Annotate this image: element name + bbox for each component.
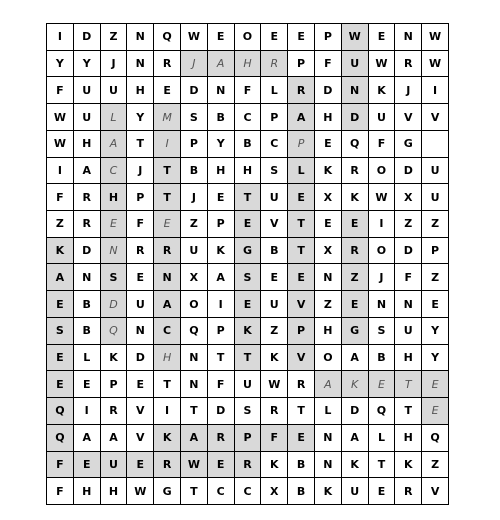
letter-cell[interactable]: I — [73, 398, 100, 425]
grid-row — [47, 424, 449, 451]
letter-cell[interactable]: E — [288, 424, 315, 451]
grid-row — [47, 50, 449, 77]
letter-cell[interactable]: P — [261, 104, 288, 131]
letter-cell[interactable]: G — [234, 237, 261, 264]
letter-cell[interactable]: Q — [422, 424, 449, 451]
letter-cell[interactable]: O — [234, 24, 261, 51]
letter-cell[interactable]: I — [207, 291, 234, 318]
letter-cell[interactable]: K — [368, 77, 395, 104]
letter-cell[interactable]: Z — [180, 211, 207, 238]
letter-cell[interactable]: D — [395, 237, 422, 264]
letter-cell[interactable]: Z — [47, 211, 74, 238]
letter-cell[interactable]: T — [395, 371, 422, 398]
letter-cell[interactable]: D — [314, 77, 341, 104]
letter-cell[interactable]: A — [100, 130, 127, 157]
letter-cell[interactable]: U — [73, 77, 100, 104]
letter-cell[interactable]: S — [234, 398, 261, 425]
letter-cell[interactable]: F — [47, 77, 74, 104]
letter-cell[interactable]: F — [47, 184, 74, 211]
letter-cell[interactable]: E — [127, 451, 154, 478]
letter-cell[interactable]: E — [288, 264, 315, 291]
letter-cell[interactable]: N — [127, 50, 154, 77]
letter-cell[interactable]: A — [73, 424, 100, 451]
letter-cell[interactable]: T — [368, 451, 395, 478]
letter-cell[interactable]: Z — [422, 264, 449, 291]
letter-cell[interactable]: G — [154, 478, 181, 505]
letter-cell[interactable]: T — [154, 371, 181, 398]
letter-cell[interactable]: Q — [341, 130, 368, 157]
letter-cell[interactable]: I — [47, 24, 74, 51]
letter-cell[interactable]: B — [180, 157, 207, 184]
letter-cell[interactable]: O — [368, 157, 395, 184]
letter-cell[interactable]: X — [395, 184, 422, 211]
letter-cell[interactable]: U — [422, 184, 449, 211]
letter-cell[interactable]: S — [100, 264, 127, 291]
letter-cell[interactable]: P — [422, 237, 449, 264]
letter-cell[interactable]: L — [368, 424, 395, 451]
letter-cell[interactable]: J — [100, 50, 127, 77]
letter-cell[interactable]: E — [341, 291, 368, 318]
letter-cell[interactable]: Z — [395, 211, 422, 238]
letter-cell[interactable]: J — [368, 264, 395, 291]
letter-cell[interactable]: A — [180, 424, 207, 451]
grid-row — [47, 157, 449, 184]
letter-cell[interactable]: N — [395, 24, 422, 51]
letter-cell[interactable]: C — [234, 104, 261, 131]
letter-cell[interactable]: F — [261, 424, 288, 451]
letter-cell[interactable]: U — [395, 317, 422, 344]
letter-cell[interactable]: Z — [341, 264, 368, 291]
letter-cell[interactable]: U — [100, 77, 127, 104]
letter-cell[interactable]: R — [73, 211, 100, 238]
letter-cell[interactable]: R — [288, 371, 315, 398]
letter-cell[interactable]: I — [47, 157, 74, 184]
letter-cell[interactable]: B — [207, 104, 234, 131]
letter-cell[interactable]: L — [261, 77, 288, 104]
letter-cell[interactable]: P — [288, 50, 315, 77]
letter-cell[interactable]: Z — [422, 211, 449, 238]
letter-cell[interactable]: U — [261, 184, 288, 211]
letter-cell[interactable]: F — [314, 50, 341, 77]
letter-cell[interactable]: R — [154, 237, 181, 264]
letter-cell[interactable]: J — [180, 184, 207, 211]
letter-cell[interactable]: D — [73, 237, 100, 264]
letter-cell[interactable]: S — [47, 317, 74, 344]
letter-cell[interactable]: G — [341, 317, 368, 344]
letter-cell[interactable]: E — [341, 211, 368, 238]
letter-cell[interactable]: N — [314, 424, 341, 451]
letter-cell[interactable]: A — [47, 264, 74, 291]
letter-cell[interactable]: R — [341, 157, 368, 184]
letter-cell[interactable]: S — [234, 264, 261, 291]
grid-row — [47, 77, 449, 104]
letter-cell[interactable]: J — [395, 77, 422, 104]
letter-cell[interactable]: Y — [73, 50, 100, 77]
letter-cell[interactable]: R — [261, 50, 288, 77]
letter-cell[interactable]: S — [368, 317, 395, 344]
letter-cell[interactable]: C — [100, 157, 127, 184]
letter-cell[interactable]: U — [73, 104, 100, 131]
letter-cell[interactable]: T — [207, 344, 234, 371]
letter-cell[interactable]: Z — [100, 24, 127, 51]
letter-cell[interactable]: W — [180, 451, 207, 478]
letter-cell[interactable] — [422, 130, 449, 157]
letter-cell[interactable]: H — [73, 478, 100, 505]
letter-cell[interactable]: E — [73, 451, 100, 478]
letter-cell[interactable]: E — [47, 371, 74, 398]
letter-cell[interactable]: P — [207, 211, 234, 238]
letter-cell[interactable]: U — [341, 478, 368, 505]
grid-row — [47, 211, 449, 238]
letter-cell[interactable]: Z — [261, 317, 288, 344]
grid-row — [47, 264, 449, 291]
letter-cell[interactable]: U — [100, 451, 127, 478]
letter-cell[interactable]: Q — [154, 24, 181, 51]
letter-cell[interactable]: W — [422, 50, 449, 77]
letter-cell[interactable]: T — [154, 157, 181, 184]
letter-cell[interactable]: T — [395, 398, 422, 425]
letter-cell[interactable]: N — [154, 264, 181, 291]
grid-row — [47, 237, 449, 264]
letter-cell[interactable]: A — [207, 264, 234, 291]
grid-row — [47, 317, 449, 344]
letter-cell[interactable]: H — [154, 344, 181, 371]
letter-cell[interactable]: Z — [314, 291, 341, 318]
letter-cell[interactable]: V — [127, 424, 154, 451]
letter-cell[interactable]: Y — [47, 50, 74, 77]
letter-cell[interactable]: J — [127, 157, 154, 184]
letter-cell[interactable]: U — [261, 291, 288, 318]
letter-cell[interactable]: C — [154, 317, 181, 344]
letter-cell[interactable]: E — [234, 211, 261, 238]
letter-cell[interactable]: D — [127, 344, 154, 371]
letter-cell[interactable]: U — [234, 371, 261, 398]
letter-cell[interactable]: F — [47, 478, 74, 505]
letter-cell[interactable]: F — [234, 77, 261, 104]
letter-cell[interactable]: W — [180, 24, 207, 51]
word-search-body — [47, 24, 449, 505]
letter-cell[interactable]: C — [234, 478, 261, 505]
letter-cell[interactable]: S — [261, 157, 288, 184]
letter-cell[interactable]: N — [395, 291, 422, 318]
letter-cell[interactable]: H — [234, 157, 261, 184]
letter-cell[interactable]: B — [261, 237, 288, 264]
letter-cell[interactable]: K — [314, 478, 341, 505]
letter-cell[interactable]: C — [207, 478, 234, 505]
letter-cell[interactable]: D — [180, 77, 207, 104]
letter-cell[interactable]: H — [314, 317, 341, 344]
letter-cell[interactable]: T — [288, 211, 315, 238]
letter-cell[interactable]: N — [314, 264, 341, 291]
letter-cell[interactable]: V — [422, 478, 449, 505]
letter-cell[interactable]: R — [207, 424, 234, 451]
letter-cell[interactable]: N — [180, 371, 207, 398]
letter-cell[interactable]: P — [100, 371, 127, 398]
letter-cell[interactable]: L — [314, 398, 341, 425]
letter-cell[interactable]: E — [288, 24, 315, 51]
letter-cell[interactable]: R — [154, 50, 181, 77]
letter-cell[interactable]: G — [395, 130, 422, 157]
letter-cell[interactable]: I — [154, 130, 181, 157]
letter-cell[interactable]: A — [288, 104, 315, 131]
letter-cell[interactable]: R — [73, 184, 100, 211]
letter-cell[interactable]: H — [207, 157, 234, 184]
letter-cell[interactable]: D — [341, 104, 368, 131]
grid-row — [47, 291, 449, 318]
letter-cell[interactable]: W — [422, 24, 449, 51]
letter-cell[interactable]: T — [288, 398, 315, 425]
letter-cell[interactable]: V — [288, 344, 315, 371]
letter-cell[interactable]: R — [395, 478, 422, 505]
letter-cell[interactable]: A — [314, 371, 341, 398]
letter-cell[interactable]: U — [422, 157, 449, 184]
letter-cell[interactable]: K — [341, 371, 368, 398]
letter-cell[interactable]: Q — [368, 398, 395, 425]
grid-row — [47, 344, 449, 371]
grid-row — [47, 371, 449, 398]
letter-cell[interactable]: Q — [47, 398, 74, 425]
grid-row — [47, 478, 449, 505]
grid-row — [47, 451, 449, 478]
letter-cell[interactable]: D — [395, 157, 422, 184]
letter-cell[interactable]: F — [127, 211, 154, 238]
letter-cell[interactable]: E — [261, 24, 288, 51]
letter-cell[interactable]: T — [288, 237, 315, 264]
letter-cell[interactable]: E — [47, 291, 74, 318]
letter-cell[interactable]: P — [288, 317, 315, 344]
letter-cell[interactable]: O — [180, 291, 207, 318]
letter-cell[interactable]: B — [73, 291, 100, 318]
letter-cell[interactable]: C — [261, 130, 288, 157]
letter-cell[interactable]: I — [422, 77, 449, 104]
letter-cell[interactable]: H — [395, 424, 422, 451]
letter-cell[interactable]: O — [368, 237, 395, 264]
letter-cell[interactable]: K — [261, 451, 288, 478]
letter-cell[interactable]: V — [395, 104, 422, 131]
letter-cell[interactable]: E — [288, 184, 315, 211]
letter-cell[interactable]: F — [395, 264, 422, 291]
letter-cell[interactable]: L — [288, 157, 315, 184]
letter-cell[interactable]: H — [314, 104, 341, 131]
letter-cell[interactable]: A — [341, 344, 368, 371]
letter-cell[interactable]: E — [207, 24, 234, 51]
letter-cell[interactable]: B — [288, 478, 315, 505]
letter-cell[interactable]: W — [47, 104, 74, 131]
letter-cell[interactable]: D — [100, 291, 127, 318]
letter-cell[interactable]: P — [180, 130, 207, 157]
letter-cell[interactable]: Q — [180, 317, 207, 344]
letter-cell[interactable]: K — [100, 344, 127, 371]
letter-cell[interactable]: A — [73, 157, 100, 184]
letter-cell[interactable]: N — [314, 451, 341, 478]
letter-cell[interactable]: F — [47, 451, 74, 478]
letter-cell[interactable]: T — [127, 130, 154, 157]
letter-cell[interactable]: X — [180, 264, 207, 291]
letter-cell[interactable]: R — [127, 237, 154, 264]
grid-row — [47, 184, 449, 211]
letter-cell[interactable]: K — [234, 317, 261, 344]
letter-cell[interactable]: P — [127, 184, 154, 211]
grid-row — [47, 398, 449, 425]
letter-cell[interactable]: N — [368, 291, 395, 318]
letter-cell[interactable]: E — [127, 371, 154, 398]
letter-cell[interactable]: X — [261, 478, 288, 505]
letter-cell[interactable]: T — [180, 478, 207, 505]
letter-cell[interactable]: K — [395, 451, 422, 478]
letter-cell[interactable]: U — [368, 104, 395, 131]
letter-cell[interactable]: K — [47, 237, 74, 264]
letter-cell[interactable]: F — [368, 130, 395, 157]
letter-cell[interactable]: E — [368, 478, 395, 505]
letter-cell[interactable]: E — [368, 371, 395, 398]
letter-cell[interactable]: K — [261, 344, 288, 371]
letter-cell[interactable]: V — [288, 291, 315, 318]
letter-cell[interactable]: V — [127, 398, 154, 425]
letter-cell[interactable]: E — [422, 398, 449, 425]
letter-cell[interactable]: N — [207, 77, 234, 104]
letter-cell[interactable]: B — [73, 317, 100, 344]
letter-cell[interactable]: U — [127, 291, 154, 318]
letter-cell[interactable]: K — [207, 237, 234, 264]
letter-cell[interactable]: E — [207, 184, 234, 211]
letter-cell[interactable]: E — [234, 291, 261, 318]
letter-cell[interactable]: W — [341, 24, 368, 51]
letter-cell[interactable]: H — [127, 77, 154, 104]
letter-cell[interactable]: H — [100, 478, 127, 505]
letter-cell[interactable]: U — [341, 50, 368, 77]
letter-cell[interactable]: H — [73, 130, 100, 157]
letter-cell[interactable]: P — [288, 130, 315, 157]
letter-cell[interactable]: E — [127, 264, 154, 291]
letter-cell[interactable]: N — [180, 344, 207, 371]
letter-cell[interactable]: B — [288, 451, 315, 478]
letter-cell[interactable]: S — [180, 104, 207, 131]
letter-cell[interactable]: Q — [100, 317, 127, 344]
letter-cell[interactable]: A — [207, 50, 234, 77]
word-search-grid — [46, 23, 449, 505]
letter-cell[interactable]: R — [154, 451, 181, 478]
letter-cell[interactable]: N — [73, 264, 100, 291]
letter-cell[interactable]: E — [422, 291, 449, 318]
letter-cell[interactable]: K — [154, 424, 181, 451]
letter-cell[interactable]: P — [314, 24, 341, 51]
letter-cell[interactable]: E — [154, 77, 181, 104]
grid-row — [47, 130, 449, 157]
letter-cell[interactable]: E — [47, 344, 74, 371]
letter-cell[interactable]: W — [368, 184, 395, 211]
letter-cell[interactable]: H — [234, 50, 261, 77]
letter-cell[interactable]: W — [47, 130, 74, 157]
letter-cell[interactable]: K — [314, 157, 341, 184]
letter-cell[interactable]: V — [422, 104, 449, 131]
letter-cell[interactable]: N — [341, 77, 368, 104]
letter-cell[interactable]: E — [261, 264, 288, 291]
letter-cell[interactable]: T — [234, 344, 261, 371]
letter-cell[interactable]: I — [368, 211, 395, 238]
letter-cell[interactable]: K — [341, 451, 368, 478]
letter-cell[interactable]: W — [127, 478, 154, 505]
letter-cell[interactable]: T — [234, 184, 261, 211]
letter-cell[interactable]: R — [341, 237, 368, 264]
letter-cell[interactable]: K — [341, 184, 368, 211]
letter-cell[interactable]: R — [288, 77, 315, 104]
letter-cell[interactable]: E — [207, 451, 234, 478]
letter-cell[interactable]: A — [100, 424, 127, 451]
grid-row — [47, 104, 449, 131]
letter-cell[interactable]: Y — [207, 130, 234, 157]
letter-cell[interactable]: J — [180, 50, 207, 77]
letter-cell[interactable]: D — [207, 398, 234, 425]
letter-cell[interactable]: L — [73, 344, 100, 371]
letter-cell[interactable]: R — [395, 50, 422, 77]
letter-cell[interactable]: W — [368, 50, 395, 77]
letter-cell[interactable]: F — [207, 371, 234, 398]
letter-cell[interactable]: R — [234, 451, 261, 478]
letter-cell[interactable]: Z — [422, 451, 449, 478]
letter-cell[interactable]: E — [314, 130, 341, 157]
letter-cell[interactable]: X — [314, 237, 341, 264]
letter-cell[interactable]: N — [127, 24, 154, 51]
letter-cell[interactable]: E — [422, 371, 449, 398]
letter-cell[interactable]: L — [100, 104, 127, 131]
letter-cell[interactable]: P — [234, 424, 261, 451]
grid-row — [47, 24, 449, 51]
letter-cell[interactable]: R — [100, 398, 127, 425]
letter-cell[interactable]: O — [314, 344, 341, 371]
letter-cell[interactable]: M — [154, 104, 181, 131]
letter-cell[interactable]: N — [100, 237, 127, 264]
letter-cell[interactable]: T — [154, 184, 181, 211]
letter-cell[interactable]: H — [100, 184, 127, 211]
letter-cell[interactable]: E — [314, 211, 341, 238]
letter-cell[interactable]: T — [180, 398, 207, 425]
letter-cell[interactable]: R — [261, 398, 288, 425]
letter-cell[interactable]: D — [341, 398, 368, 425]
letter-cell[interactable]: B — [234, 130, 261, 157]
letter-cell[interactable]: D — [73, 24, 100, 51]
letter-cell[interactable]: E — [368, 24, 395, 51]
letter-cell[interactable]: V — [261, 211, 288, 238]
letter-cell[interactable]: P — [207, 317, 234, 344]
letter-cell[interactable]: E — [73, 371, 100, 398]
letter-cell[interactable]: Q — [47, 424, 74, 451]
letter-cell[interactable]: U — [180, 237, 207, 264]
letter-cell[interactable]: Y — [422, 317, 449, 344]
letter-cell[interactable]: Y — [127, 104, 154, 131]
letter-cell[interactable]: E — [100, 211, 127, 238]
letter-cell[interactable]: N — [127, 317, 154, 344]
letter-cell[interactable]: H — [395, 344, 422, 371]
letter-cell[interactable]: Y — [422, 344, 449, 371]
letter-cell[interactable]: W — [261, 371, 288, 398]
letter-cell[interactable]: A — [341, 424, 368, 451]
letter-cell[interactable]: X — [314, 184, 341, 211]
letter-cell[interactable]: A — [154, 291, 181, 318]
letter-cell[interactable]: I — [154, 398, 181, 425]
letter-cell[interactable]: E — [154, 211, 181, 238]
letter-cell[interactable]: B — [368, 344, 395, 371]
